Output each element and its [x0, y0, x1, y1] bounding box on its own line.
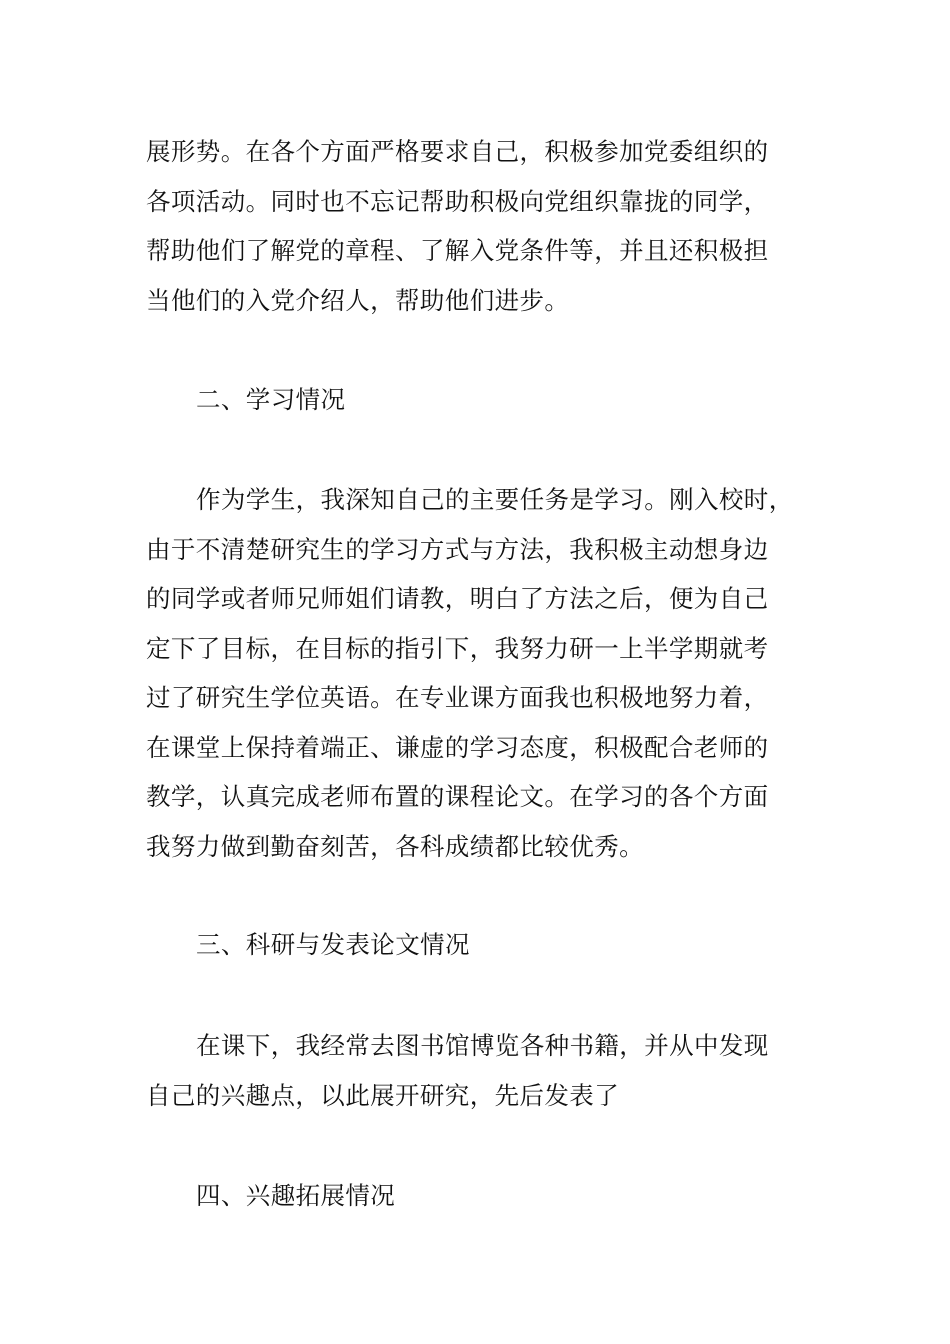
paragraph-line: 教学，认真完成老师布置的课程论文。在学习的各个方面: [146, 782, 769, 811]
section-heading-research: [146, 920, 818, 970]
paragraph-line: 在课堂上保持着端正、谦虚的学习态度，积极配合老师的: [146, 732, 769, 762]
paragraph-line: 自己的兴趣点，以此展开研究，先后发表了: [146, 1080, 620, 1110]
paragraph-research: [146, 1021, 818, 1120]
paragraph-line: 展形势。在各个方面严格要求自己，积极参加党委组织的: [146, 137, 769, 166]
paragraph-study: [146, 475, 818, 871]
paragraph-line: 由于不清楚研究生的学习方式与方法，我积极主动想身边: [146, 534, 769, 564]
section-heading-interests: [146, 1171, 818, 1221]
paragraph-line: 在课下，我经常去图书馆博览各种书籍，并从中发现: [196, 1031, 769, 1060]
paragraph-line: 各项活动。同时也不忘记帮助积极向党组织靠拢的同学，: [146, 186, 769, 216]
section-heading: 二、学习情况: [196, 385, 346, 414]
paragraph-line: 当他们的入党介绍人，帮助他们进步。: [146, 285, 570, 315]
section-heading: 四、兴趣拓展情况: [196, 1181, 396, 1210]
paragraph-line: 帮助他们了解党的章程、了解入党条件等，并且还积极担: [146, 236, 769, 265]
paragraph-party-activities: [146, 127, 818, 325]
paragraph-line: 定下了目标，在目标的指引下，我努力研一上半学期就考: [146, 633, 769, 663]
paragraph-line: 过了研究生学位英语。在专业课方面我也积极地努力着，: [146, 683, 769, 712]
paragraph-line: 作为学生，我深知自己的主要任务是学习。刚入校时，: [196, 485, 794, 514]
paragraph-line: 的同学或者师兄师姐们请教，明白了方法之后，便为自己: [146, 584, 769, 613]
section-heading: 三、科研与发表论文情况: [196, 930, 470, 959]
paragraph-line: 我努力做到勤奋刻苦，各科成绩都比较优秀。: [146, 831, 644, 861]
section-heading-study: [146, 375, 818, 425]
